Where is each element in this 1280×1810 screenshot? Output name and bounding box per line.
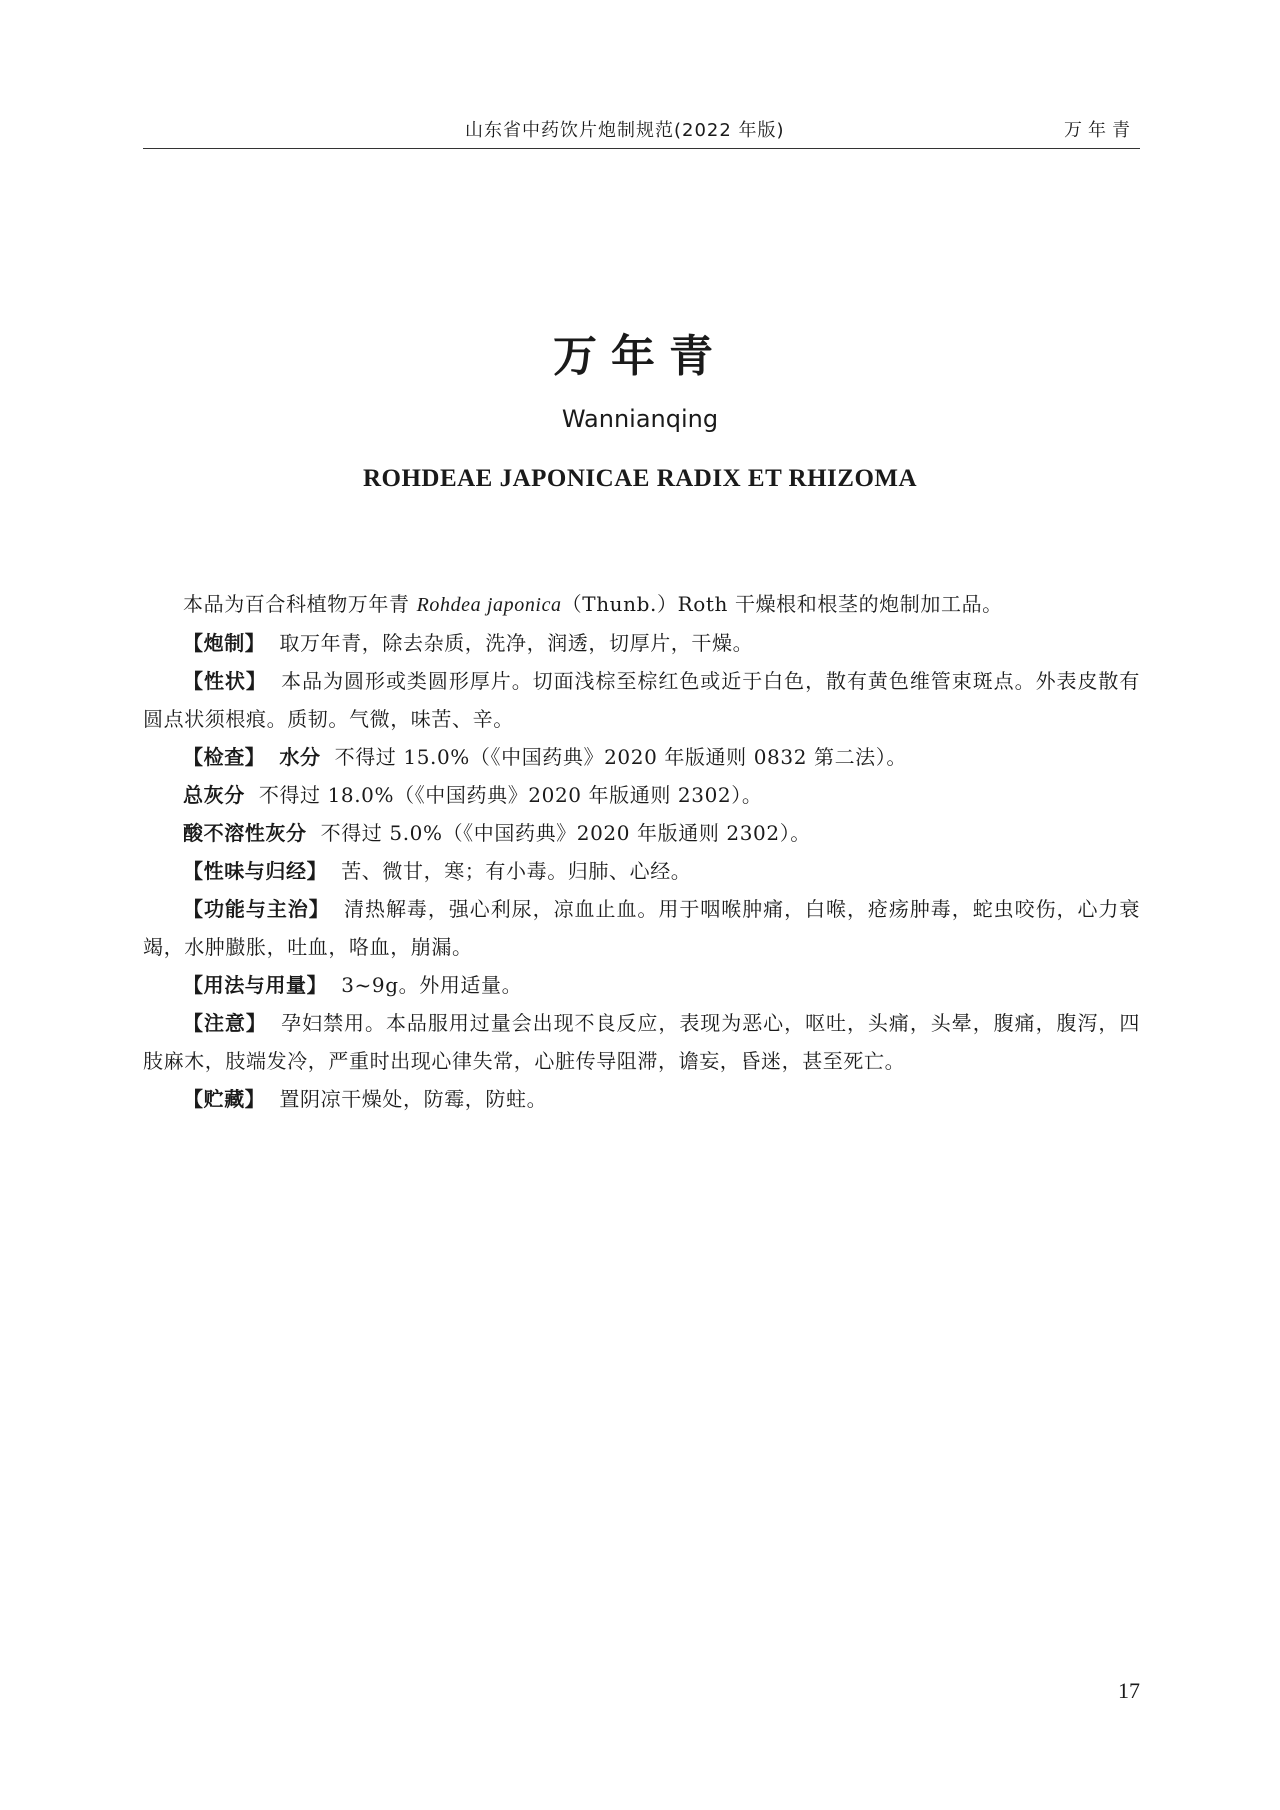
functions-paragraph [143, 890, 1140, 966]
storage-paragraph [143, 1080, 1140, 1118]
total-ash-text: 不得过 18.0%（《中国药典》2020 年版通则 2302）。 [258, 783, 763, 807]
acid-ash-text: 不得过 5.0%（《中国药典》2020 年版通则 2302）。 [320, 821, 811, 845]
book-title: 山东省中药饮片炮制规范(2022 年版) [465, 120, 785, 141]
characteristics-paragraph [143, 662, 1140, 738]
intro-prefix: 本品为百合科植物万年青 [183, 592, 417, 616]
page-number: 17 [1118, 1678, 1140, 1703]
processing-label: 【炮制】 [183, 631, 266, 655]
processing-paragraph [143, 624, 1140, 662]
characteristics-label: 【性状】 [183, 669, 267, 693]
usage-label: 【用法与用量】 [183, 973, 328, 997]
running-header [143, 112, 1140, 149]
monograph-body [143, 585, 1140, 1118]
nature-text: 苦、微甘，寒；有小毒。归肺、心经。 [341, 859, 692, 883]
latin-title: ROHDEAE JAPONICAE RADIX ET RHIZOMA [362, 465, 918, 492]
acid-ash-paragraph [143, 814, 1140, 852]
total-ash-paragraph [143, 776, 1140, 814]
inspection-paragraph [143, 738, 1140, 776]
pinyin-title: Wannianqing [561, 405, 719, 433]
moisture-text: 不得过 15.0%（《中国药典》2020 年版通则 0832 第二法）。 [334, 745, 907, 769]
acid-ash-label: 酸不溶性灰分 [183, 821, 307, 845]
caution-text: 孕妇禁用。本品服用过量会出现不良反应，表现为恶心，呕吐，头痛，头晕，腹痛，腹泻，四肢麻木，肢端发冷，严重时出现心律失常，心脏传导阻滞，谵妄，昏迷，甚至死亡。 [143, 1011, 1140, 1073]
page-title: 万年青 [553, 331, 727, 382]
intro-paragraph [143, 585, 1140, 624]
nature-label: 【性味与归经】 [183, 859, 328, 883]
species-name: Rohdea japonica [416, 594, 562, 616]
storage-text: 置阴凉干燥处，防霉，防蛀。 [279, 1087, 548, 1111]
usage-text: 3~9g。外用适量。 [341, 973, 523, 997]
caution-paragraph [143, 1004, 1140, 1080]
storage-label: 【贮藏】 [183, 1087, 266, 1111]
functions-text: 清热解毒，强心利尿，凉血止血。用于咽喉肿痛，白喉，疮疡肿毒，蛇虫咬伤，心力衰竭，水肿臌胀，吐血，咯血，崩漏。 [143, 897, 1140, 959]
nature-paragraph [143, 852, 1140, 890]
inspection-label: 【检查】 [183, 745, 266, 769]
processing-text: 取万年青，除去杂质，洗净，润透，切厚片，干燥。 [279, 631, 754, 655]
running-title: 万年青 [1064, 120, 1136, 141]
intro-suffix: （Thunb.）Roth 干燥根和根茎的炮制加工品。 [561, 592, 1003, 616]
total-ash-label: 总灰分 [183, 783, 245, 807]
moisture-label: 水分 [279, 745, 321, 769]
functions-label: 【功能与主治】 [183, 897, 330, 921]
caution-label: 【注意】 [183, 1011, 267, 1035]
usage-paragraph [143, 966, 1140, 1004]
characteristics-text: 本品为圆形或类圆形厚片。切面浅棕至棕红色或近于白色，散有黄色维管束斑点。外表皮散有圆点状须根痕。质韧。气微，味苦、辛。 [143, 669, 1140, 731]
